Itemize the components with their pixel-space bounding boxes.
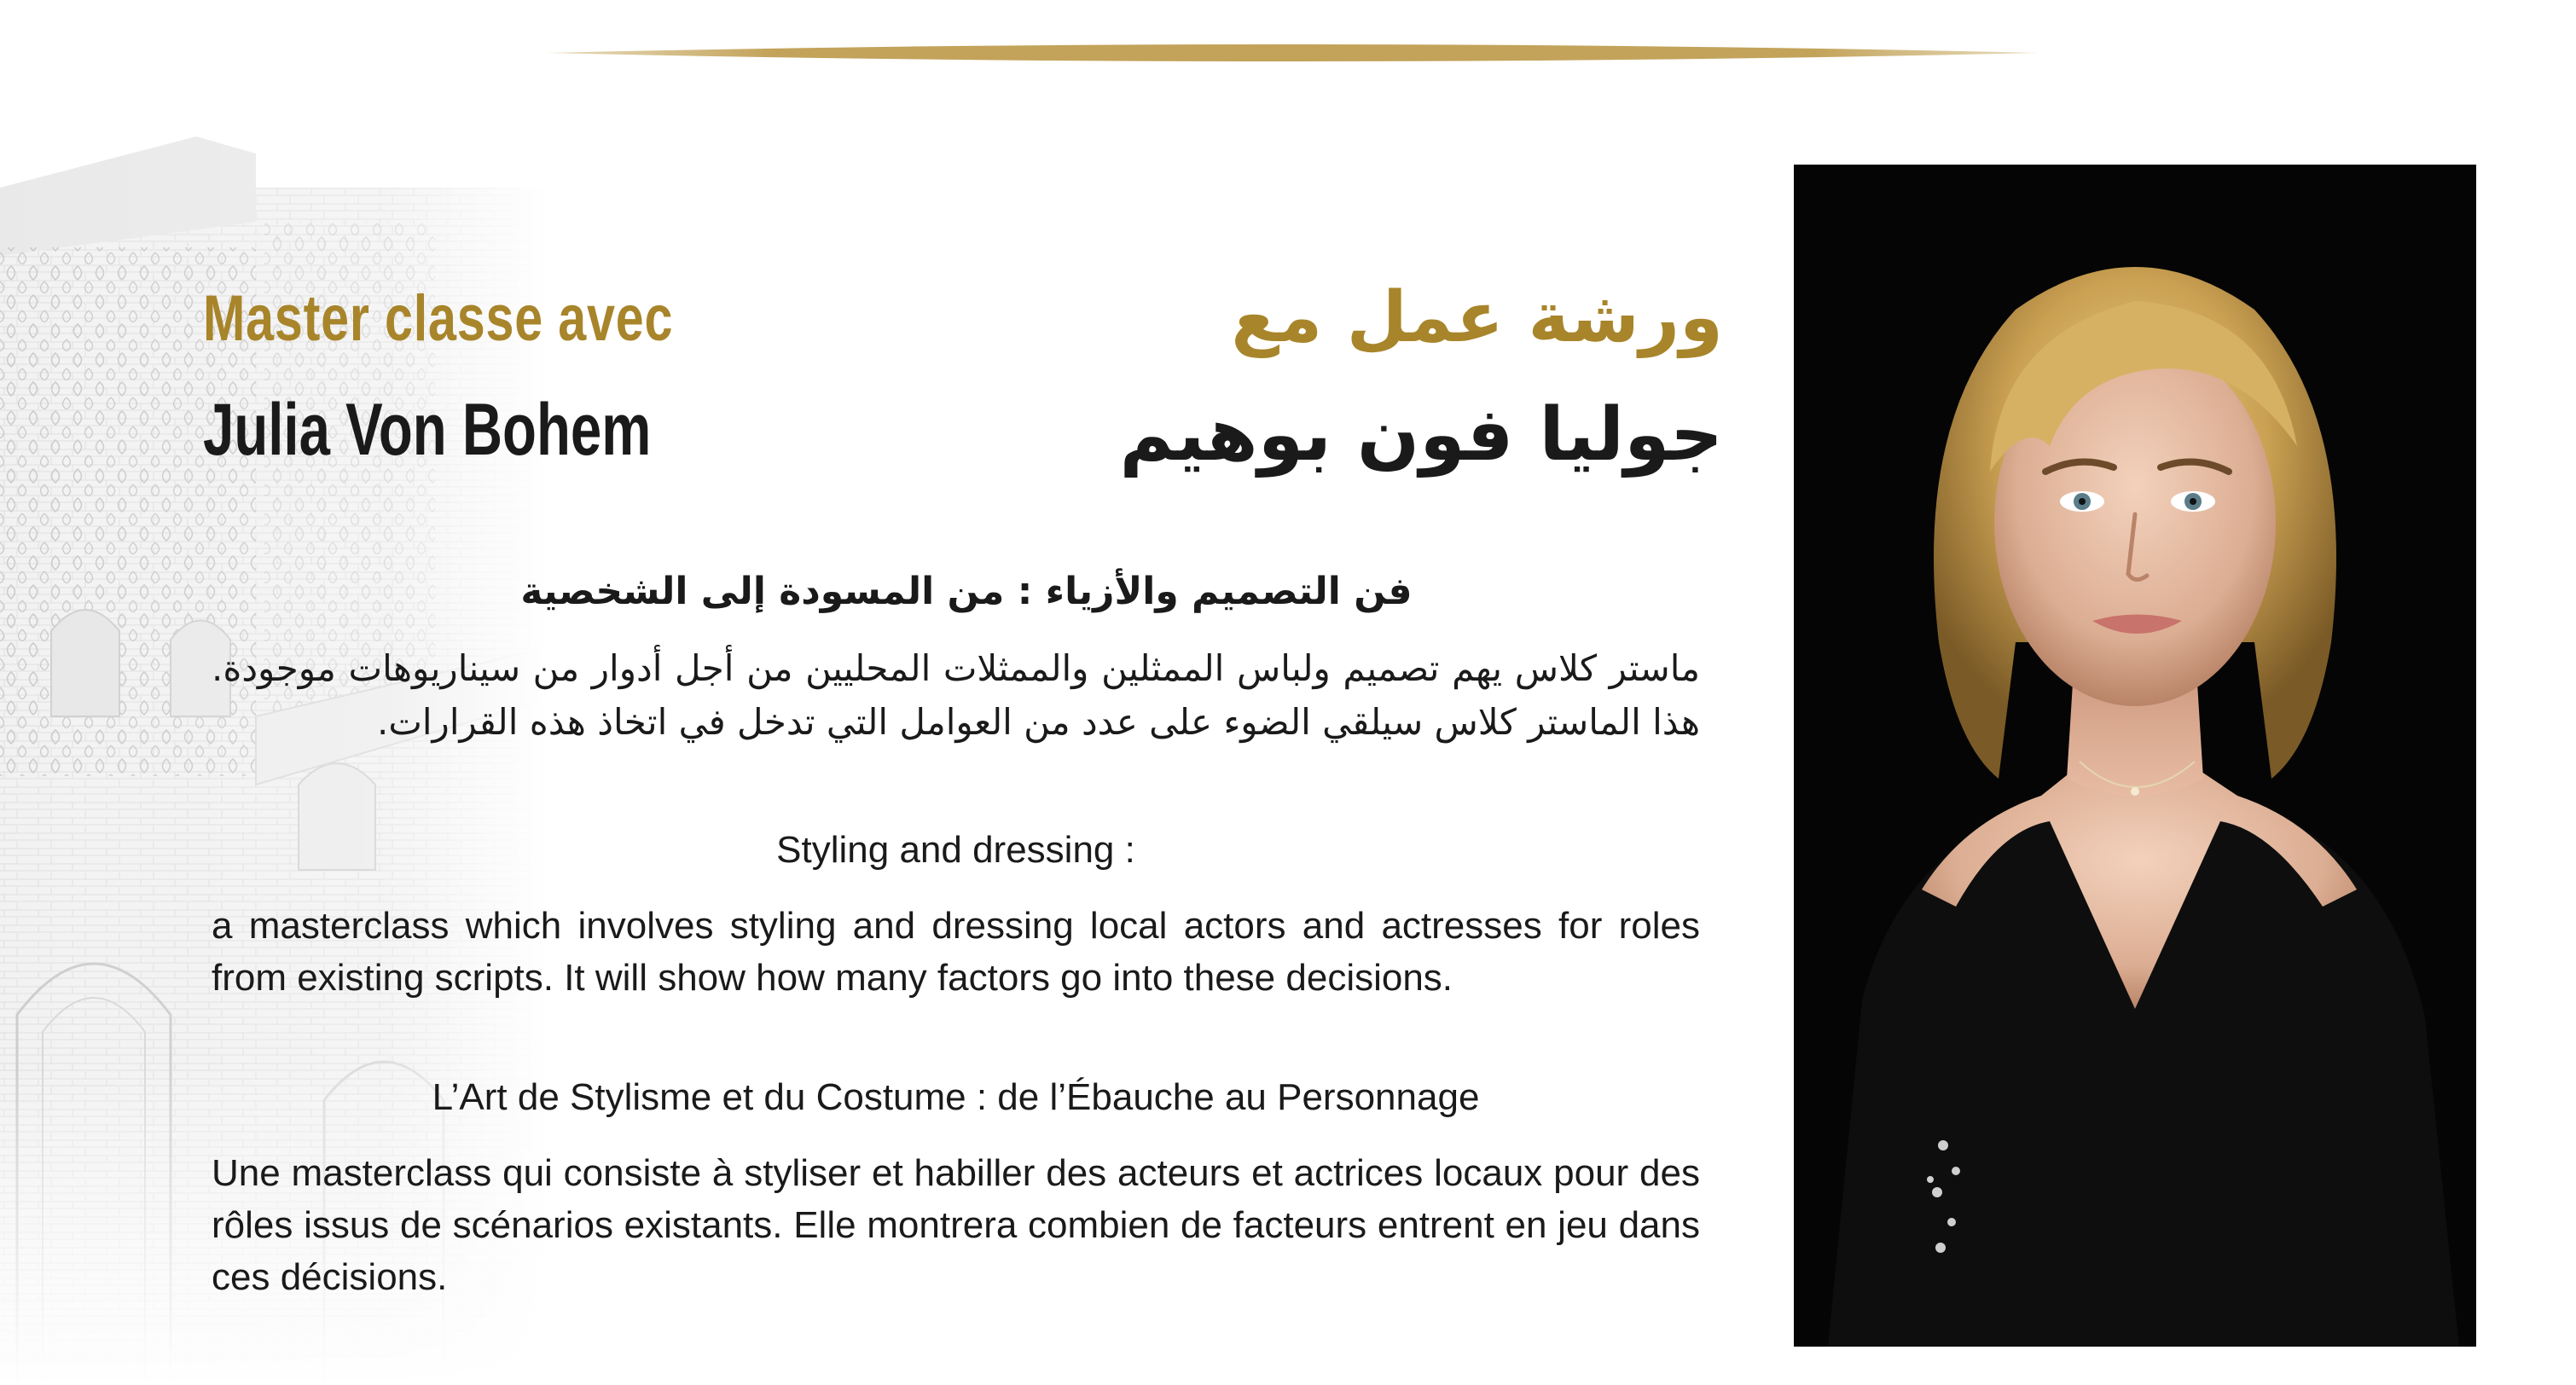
top-gold-swoosh — [546, 41, 2039, 65]
english-subtitle: Styling and dressing : — [776, 829, 1135, 871]
workshop-label-arabic: ورشة عمل مع — [1231, 277, 1723, 358]
arabic-subtitle: فن التصميم والأزياء : من المسودة إلى الشخصية — [520, 570, 1413, 613]
portrait-illustration-icon — [1794, 165, 2476, 1347]
arabic-description: ماستر كلاس يهم تصميم ولباس الممثلين والممثلات المحليين من أجل أدوار من سيناريوهات موجودة. هذا الماستر كلاس سيلقي الضوء على عدد من العوامل التي تدخل في اتخاذ هذه القرارات. — [212, 647, 1700, 743]
speaker-name-arabic: جوليا فون بوهيم — [1119, 392, 1723, 478]
master-class-label: Master classe avec — [203, 282, 674, 355]
speaker-portrait-photo — [1794, 165, 2476, 1347]
english-description: a masterclass which involves styling and dressing local actors and actresses for roles from existing scripts. It will show how many factors go into these decisions. — [212, 905, 1700, 999]
speaker-name-latin: Julia Von Bohem — [203, 389, 652, 471]
french-subtitle: L’Art de Stylisme et du Costume : de l’Ébauche au Personnage — [432, 1076, 1480, 1118]
french-description: Une masterclass qui consiste à styliser et habiller des acteurs et actrices locaux pour des rôles issus de scénarios existants. Elle montrera combien de facteurs entrent en jeu dans ces décisions. — [212, 1152, 1700, 1298]
